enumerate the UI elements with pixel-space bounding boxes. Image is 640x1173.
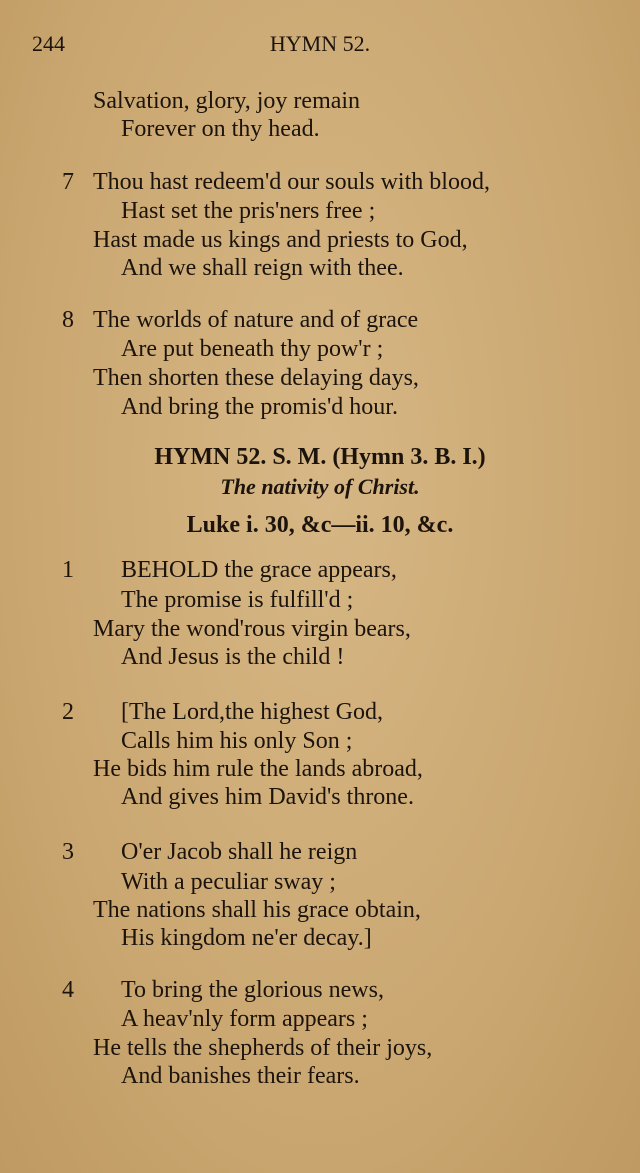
verse-line: A heav'nly form appears ; bbox=[121, 1006, 368, 1032]
verse-line: And banishes their fears. bbox=[121, 1063, 360, 1089]
verse-line: [The Lord,the highest God, bbox=[121, 699, 383, 725]
verse-line: O'er Jacob shall he reign bbox=[121, 839, 358, 865]
verse-line: With a peculiar sway ; bbox=[121, 869, 336, 895]
verse-line: And gives him David's throne. bbox=[121, 784, 414, 810]
verse-line: Mary the wond'rous virgin bears, bbox=[93, 616, 411, 642]
verse-line: The nations shall his grace obtain, bbox=[93, 897, 421, 923]
verse-line: Hast made us kings and priests to God, bbox=[93, 227, 468, 253]
verse-line: Hast set the pris'ners free ; bbox=[121, 198, 376, 224]
stanza-number: 3 bbox=[62, 839, 74, 865]
verse-line: BEHOLD the grace appears, bbox=[121, 557, 397, 583]
hymn-subtitle: The nativity of Christ. bbox=[220, 474, 420, 499]
verse-line: Then shorten these delaying days, bbox=[93, 365, 419, 391]
scripture-reference: Luke i. 30, &c—ii. 10, &c. bbox=[186, 512, 454, 538]
running-title: HYMN 52. bbox=[269, 31, 371, 56]
verse-line: And we shall reign with thee. bbox=[121, 255, 404, 281]
verse-line: Salvation, glory, joy remain bbox=[93, 88, 361, 114]
verse-line: He tells the shepherds of their joys, bbox=[93, 1035, 433, 1061]
verse-line: Forever on thy head. bbox=[121, 116, 320, 142]
stanza-number: 8 bbox=[62, 307, 74, 333]
stanza-number: 1 bbox=[62, 557, 74, 583]
verse-line: Are put beneath thy pow'r ; bbox=[121, 336, 384, 362]
verse-line: He bids him rule the lands abroad, bbox=[93, 756, 423, 782]
verse-line: And Jesus is the child ! bbox=[121, 644, 345, 670]
verse-line: And bring the promis'd hour. bbox=[121, 394, 398, 420]
verse-line: Thou hast redeem'd our souls with blood, bbox=[93, 169, 490, 195]
stanza-number: 7 bbox=[62, 169, 74, 195]
verse-line: The promise is fulfill'd ; bbox=[121, 587, 354, 613]
hymn-heading: HYMN 52. S. M. (Hymn 3. B. I.) bbox=[154, 444, 486, 470]
verse-line: Calls him his only Son ; bbox=[121, 728, 353, 754]
stanza-number: 4 bbox=[62, 977, 74, 1003]
page-number: 244 bbox=[32, 31, 65, 56]
verse-line: To bring the glorious news, bbox=[121, 977, 384, 1003]
verse-line: His kingdom ne'er decay.] bbox=[121, 925, 372, 951]
verse-line: The worlds of nature and of grace bbox=[93, 307, 419, 333]
stanza-number: 2 bbox=[62, 699, 74, 725]
